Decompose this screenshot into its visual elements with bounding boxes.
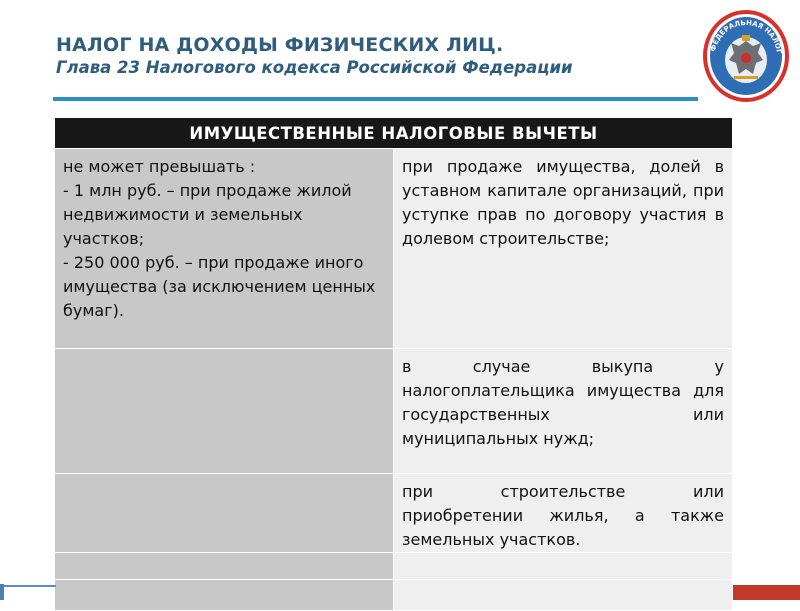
footer-accent-mark	[0, 584, 4, 600]
table-row	[55, 553, 733, 580]
empty-cell	[55, 580, 394, 611]
limit-other-property: - 250 000 руб. – при продаже иного имущества (за исключением ценных бумаг).	[63, 253, 376, 320]
condition-cell: при продаже имущества, долей в уставном капитале организаций, при уступке прав по договору участия в долевом строительстве;	[394, 149, 733, 349]
slide-header	[56, 33, 696, 79]
limit-cell	[55, 149, 394, 349]
deductions-table	[54, 117, 733, 611]
table-header: ИМУЩЕСТВЕННЫЕ НАЛОГОВЫЕ ВЫЧЕТЫ	[55, 118, 733, 149]
table-row	[55, 149, 733, 349]
fns-emblem-icon	[701, 8, 791, 104]
condition-cell: при строительстве или приобретении жилья, а также земельных участков.	[394, 474, 733, 553]
slide-subtitle: Глава 23 Налогового кодекса Российской Федерации	[56, 58, 573, 77]
empty-cell	[394, 553, 733, 580]
empty-cell	[55, 553, 394, 580]
footer-accent-line	[0, 585, 56, 587]
empty-cell	[55, 474, 394, 553]
svg-text:ФЕДЕРАЛЬНАЯ НАЛОГОВАЯ: ФЕДЕРАЛЬНАЯ НАЛОГ	[709, 18, 783, 55]
limit-intro: не может превышать :	[63, 157, 256, 176]
footer-accent-bar	[733, 585, 800, 600]
empty-cell	[394, 580, 733, 611]
table-row	[55, 349, 733, 474]
table-row	[55, 474, 733, 553]
slide-title: НАЛОГ НА ДОХОДЫ ФИЗИЧЕСКИХ ЛИЦ.	[56, 34, 504, 56]
header-divider	[53, 97, 698, 101]
limit-housing: - 1 млн руб. – при продаже жилой недвижимости и земельных участков;	[63, 181, 352, 248]
empty-cell	[55, 349, 394, 474]
table-row	[55, 580, 733, 611]
condition-cell: в случае выкупа у налогоплательщика имущества для государственных или муниципальных нужд;	[394, 349, 733, 474]
